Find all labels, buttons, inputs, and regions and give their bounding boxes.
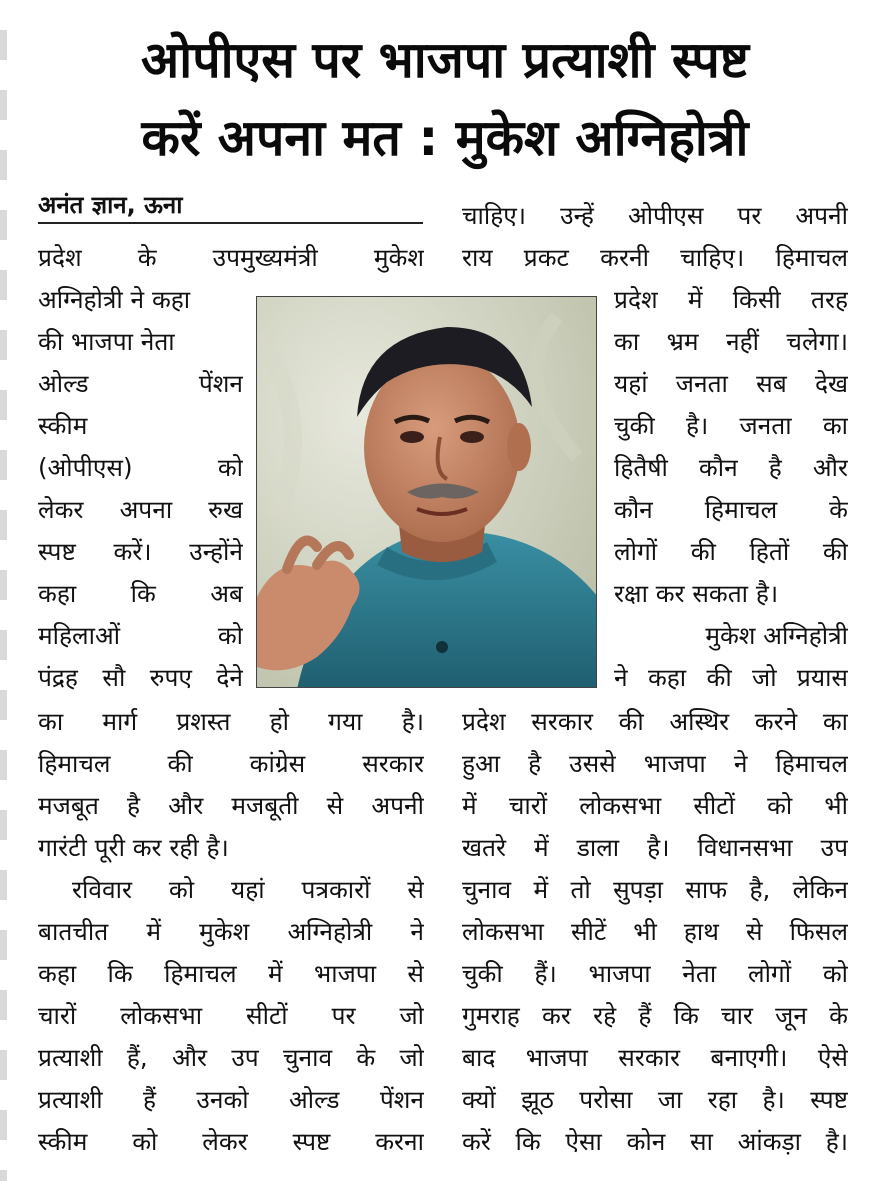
text-line: मुकेश अग्निहोत्री [705, 621, 848, 650]
speaker-portrait-illustration [257, 297, 597, 688]
speaker-photo [256, 296, 597, 688]
text-line: (ओपीएस) को [38, 453, 243, 482]
text-line: की भाजपा नेता [38, 327, 175, 356]
text-line: पंद्रह सौ रुपए देने [38, 663, 243, 692]
text-line: प्रत्याशी हैं उनको ओल्ड पेंशन [38, 1085, 424, 1114]
text-line: का भ्रम नहीं चलेगा। [614, 327, 848, 356]
text-line: स्कीम को लेकर स्पष्ट करना [38, 1127, 424, 1156]
text-line: बाद भाजपा सरकार बनाएगी। ऐसे [462, 1043, 848, 1072]
text-line: कहा कि हिमाचल में भाजपा से [38, 959, 424, 988]
text-line: प्रदेश सरकार की अस्थिर करने का [462, 707, 848, 736]
text-line: में चारों लोकसभा सीटों को भी [462, 791, 848, 820]
text-line: कहा कि अब [38, 579, 243, 608]
text-line: ने कहा की जो प्रयास [614, 663, 848, 692]
text-line: चुकी है। जनता का [614, 411, 848, 440]
text-line: यहां जनता सब देख [614, 369, 848, 398]
text-line: बातचीत में मुकेश अग्निहोत्री ने [38, 917, 424, 946]
text-line: राय प्रकट करनी चाहिए। हिमाचल [462, 243, 848, 272]
text-line: हितैषी कौन है और [614, 453, 848, 482]
text-line: गारंटी पूरी कर रही है। [38, 833, 229, 862]
text-line: स्कीम [38, 411, 88, 440]
text-line: चुनाव में तो सुपड़ा साफ है, लेकिन [462, 875, 848, 904]
text-line: प्रदेश में किसी तरह [614, 285, 848, 314]
text-line: चाहिए। उन्हें ओपीएस पर अपनी [462, 201, 848, 230]
text-line: ओल्ड पेंशन [38, 369, 243, 398]
text-line: हिमाचल की कांग्रेस सरकार [38, 749, 424, 778]
text-line: चारों लोकसभा सीटों पर जो [38, 1001, 424, 1030]
text-line: स्पष्ट करें। उन्होंने [38, 537, 243, 566]
text-line: कौन हिमाचल के [614, 495, 848, 524]
text-line: अग्निहोत्री ने कहा [38, 285, 191, 314]
text-line: प्रत्याशी हैं, और उप चुनाव के जो [38, 1043, 424, 1072]
text-line: महिलाओं को [38, 621, 243, 650]
text-line: लोगों की हितों की [614, 537, 848, 566]
text-line: चुकी हैं। भाजपा नेता लोगों को [462, 959, 848, 988]
text-line: का मार्ग प्रशस्त हो गया है। [38, 707, 424, 736]
text-line: लोकसभा सीटें भी हाथ से फिसल [462, 917, 848, 946]
text-line: मजबूत है और मजबूती से अपनी [38, 791, 424, 820]
text-line: क्यों झूठ परोसा जा रहा है। स्पष्ट [462, 1085, 848, 1114]
text-line: गुमराह कर रहे हैं कि चार जून के [462, 1001, 848, 1030]
text-line: लेकर अपना रुख [38, 495, 243, 524]
headline-line-1: ओपीएस पर भाजपा प्रत्याशी स्पष्ट [141, 31, 749, 89]
text-line: प्रदेश के उपमुख्यमंत्री मुकेश [38, 243, 424, 272]
text-line: करें कि ऐसा कोन सा आंकड़ा है। [462, 1127, 848, 1156]
text-line: हुआ है उससे भाजपा ने हिमाचल [462, 749, 848, 778]
text-line: रक्षा कर सकता है। [614, 579, 779, 608]
text-line: रविवार को यहां पत्रकारों से [72, 875, 424, 904]
page-edge-strip [0, 0, 7, 1181]
headline-line-2: करें अपना मत : मुकेश अग्निहोत्री [141, 109, 749, 167]
byline: अनंत ज्ञान, ऊना [38, 188, 423, 224]
text-line: खतरे में डाला है। विधानसभा उप [462, 833, 848, 862]
